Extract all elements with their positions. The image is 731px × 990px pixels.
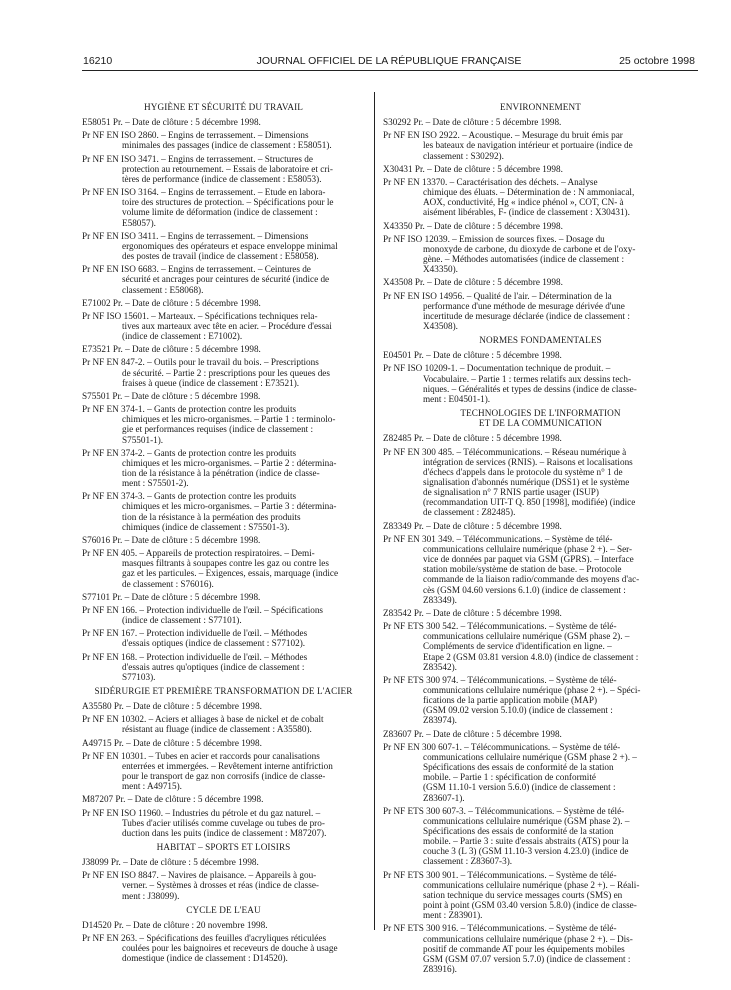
text-line: chimiques et les micro-organismes. – Partie 2 : détermina- [122, 457, 337, 468]
notice-entry [82, 344, 365, 354]
text-line: (GSM 11.10-1 version 5.6.0) (indice de classement : [423, 782, 616, 793]
notice-entry [82, 117, 365, 127]
text-line: monoxyde de carbone, du dioxyde de carbone et de l'oxy- [423, 243, 636, 254]
notice-entry [383, 433, 698, 443]
text-line: ment : Z83901). [423, 910, 483, 921]
text-line: Pr NF EN 847-2. – Outils pour le travail du bois. – Prescriptions [82, 357, 319, 368]
text-line: Pr NF ETS 300 901. – Télécommunications. – Système de télé- [383, 869, 617, 880]
notice-entry [383, 521, 698, 531]
text-line: sation technique du service messages courts (SMS) en [423, 889, 623, 900]
text-line: (recommandation UIT-T Q. 850 [1998], modifiée) (indice [423, 497, 636, 508]
text-line: Z83607-1). [423, 792, 465, 803]
text-line: domestique (indice de classement : D14520). [122, 953, 288, 964]
text-line: tion de la résistance à la pénétration (indice de classe- [122, 468, 320, 478]
text-line: performance d'une méthode de mesurage dérivée d'une [423, 300, 625, 311]
notice-entry [383, 117, 698, 127]
notice-entry [82, 231, 365, 261]
text-line: S77101 Pr. – Date de clôture : 5 décembre 1998. [82, 591, 261, 602]
text-line: chimiques et les micro-organismes. – Partie 3 : détermina- [122, 501, 337, 512]
text-line: Pr NF EN 374-1. – Gants de protection contre les produits [82, 404, 297, 415]
text-line: Pr NF ETS 300 916. – Télécommunications. – Système de télé- [383, 923, 617, 934]
text-line: X43508). [423, 320, 458, 331]
text-line: protection au retournement. – Essais de laboratoire et cri- [122, 163, 333, 174]
text-line: masques filtrants à soupapes contre les gaz ou contre les [122, 558, 329, 569]
text-line: Compléments de service d'identification en ligne. – [423, 641, 612, 652]
notice-entry [383, 923, 698, 974]
notice-entry [383, 363, 698, 404]
text-line: HABITAT – SPORTS ET LOISIRS [156, 842, 291, 852]
text-line: NORMES FONDAMENTALES [479, 335, 602, 346]
notice-entry [383, 221, 698, 231]
text-line: ment : S75501-2). [122, 478, 189, 489]
notice-entry [82, 264, 365, 294]
text-line: tion de la résistance à la perméation des produits [122, 511, 301, 522]
text-line: Pr NF EN 10302. – Aciers et alliages à base de nickel et de cobalt [82, 714, 324, 725]
text-line: Z83542). [423, 661, 457, 672]
text-line: communications cellulaire numérique (phase 2 +). – Ser- [423, 543, 633, 554]
text-line: d'essais optiques (indice de classement : S77102). [122, 638, 306, 649]
text-line: de classement : S76016). [122, 578, 214, 589]
text-line: gène. – Méthodes automatisées (indice de classement : [423, 254, 625, 265]
text-line: (indice de classement : E71002). [122, 331, 243, 342]
text-line: Pr NF EN 13370. – Caractérisation des déchets. – Analyse [383, 176, 598, 187]
text-line: S30292 Pr. – Date de clôture : 5 décembre 1998. [383, 117, 562, 128]
notice-entry [82, 548, 365, 589]
section-heading [82, 842, 365, 852]
text-line: Pr NF EN 405. – Appareils de protection respiratoires. – Demi- [82, 548, 315, 559]
right-column [383, 98, 698, 977]
text-line: Z83542 Pr. – Date de clôture : 5 décembre 1998. [383, 607, 562, 618]
text-line: mobile. – Partie 3 : suite d'essais abstraits (ATS) pour la [423, 836, 629, 847]
text-line: ment : A49715). [122, 781, 182, 792]
notice-entry [82, 808, 365, 838]
notice-entry [383, 177, 698, 218]
text-line: communications cellulaire numérique (GSM phase 2). – [423, 631, 630, 642]
text-line: sécurité et ancrages pour ceintures de sécurité (indice de [122, 274, 330, 285]
text-line: tères de performance (indice de classement : E58053). [122, 173, 322, 184]
text-line: niques. – Généralités et types de dessins (indice de classe- [423, 383, 637, 394]
text-line: minimales des passages (indice de classement : E58051). [122, 140, 332, 151]
text-line: D14520 Pr. – Date de clôture : 20 novembre 1998. [82, 919, 268, 930]
notice-entry [82, 628, 365, 648]
text-line: Spécifications des essais de conformité de la station [423, 826, 614, 836]
notice-entry [383, 621, 698, 672]
notice-entry [82, 652, 365, 682]
text-line: TECHNOLOGIES DE L'INFORMATION [460, 408, 621, 419]
text-line: pour le transport de gaz non corrosifs (indice de classe- [122, 771, 326, 782]
text-line: volume limite de déformation (indice de classement : [122, 207, 318, 218]
text-line: E58051 Pr. – Date de clôture : 5 décembre 1998. [82, 117, 261, 128]
section-heading [383, 335, 698, 345]
text-line: gaz et les particules. – Exigences, essais, marquage (indice [122, 568, 339, 579]
text-line: de classement : Z82485). [423, 507, 516, 518]
notice-entry [82, 857, 365, 867]
text-line: Pr NF EN ISO 3411. – Engins de terrassement. – Dimensions [82, 230, 309, 241]
text-line: ENVIRONNEMENT [500, 102, 581, 112]
text-line: S76016 Pr. – Date de clôture : 5 décembre 1998. [82, 534, 261, 545]
notice-entry [82, 404, 365, 445]
text-line: S75501 Pr. – Date de clôture : 5 décembre 1998. [82, 390, 261, 401]
issue-date: 25 octobre 1998 [619, 55, 695, 67]
text-line: ment : J38099). [122, 890, 180, 901]
text-line: A49715 Pr. – Date de clôture : 5 décembre 1998. [82, 737, 262, 748]
text-line: ergonomiques des opérateurs et espace enveloppe minimal [122, 240, 338, 251]
text-line: Pr NF ETS 300 974. – Télécommunications. – Système de télé- [383, 674, 617, 685]
text-line: Etape 2 (GSM 03.81 version 4.8.0) (indice de classement : [423, 651, 639, 662]
notice-entry [383, 806, 698, 867]
text-line: Z83349). [423, 594, 457, 605]
column-divider [374, 92, 375, 930]
text-line: Tubes d'acier utilisés comme cuvelage ou tubes de pro- [122, 817, 325, 828]
notice-entry [383, 277, 698, 287]
text-line: cès (GSM 04.60 versions 6.1.0) (indice de classement : [423, 584, 626, 595]
text-line: Pr NF ISO 12039. – Emission de sources fixes. – Dosage du [383, 233, 605, 244]
text-line: chimiques (indice de classement : S75501-3). [122, 521, 290, 532]
text-line: Pr NF EN ISO 8847. – Navires de plaisance. – Appareils à gou- [82, 870, 317, 881]
text-line: résistant au fluage (indice de classement : A35580). [122, 724, 312, 735]
text-line: Pr NF EN ISO 6683. – Engins de terrassement. – Ceintures de [82, 264, 311, 275]
text-line: Pr NF ISO 15601. – Marteaux. – Spécifications techniques rela- [82, 310, 318, 321]
text-line: Pr NF ISO 10209-1. – Documentation technique de produit. – [383, 363, 611, 374]
notice-entry [82, 448, 365, 489]
header-rule [82, 70, 698, 71]
text-line: duction dans les puits (indice de classement : M87207). [122, 827, 327, 838]
text-line: Vocabulaire. – Partie 1 : termes relatifs aux dessins tech- [423, 373, 632, 384]
text-line: de signalisation n° 7 RNIS partie usager (ISUP) [423, 487, 599, 498]
text-line: verner. – Systèmes à drosses et réas (indice de classe- [122, 880, 319, 891]
text-line: Z83916). [423, 964, 457, 975]
text-line: E58057). [122, 217, 156, 228]
notice-entry [383, 870, 698, 921]
section-heading [82, 686, 365, 696]
text-line: ET DE LA COMMUNICATION [478, 418, 603, 429]
text-line: Pr NF ETS 300 607-3. – Télécommunications. – Système de télé- [383, 805, 625, 816]
text-line: des postes de travail (indice de classement : E58058). [122, 251, 319, 262]
text-line: gie et performances requises (indice de classement : [122, 424, 314, 435]
text-line: Pr NF EN 374-2. – Gants de protection contre les produits [82, 447, 297, 458]
notice-entry [82, 714, 365, 734]
text-line: A35580 Pr. – Date de clôture : 5 décembre 1998. [82, 701, 262, 712]
notice-entry [82, 701, 365, 711]
notice-entry [383, 234, 698, 275]
notice-entry [82, 187, 365, 228]
text-line: fraises à queue (indice de classement : E73521). [122, 377, 300, 388]
notice-entry [383, 675, 698, 726]
journal-title: JOURNAL OFFICIEL DE LA RÉPUBLIQUE FRANÇAISE [256, 55, 522, 67]
text-line: aisément libérables, F- (indice de classement : X30431). [423, 207, 630, 218]
text-line: Pr NF EN 10301. – Tubes en acier et raccords pour canalisations [82, 750, 320, 761]
text-line: communications cellulaire numérique (GSM phase 2 +). – [423, 751, 637, 762]
section-heading [383, 102, 698, 112]
text-line: Pr NF EN 300 485. – Télécommunications. – Réseau numérique à [383, 446, 627, 457]
text-line: E71002 Pr. – Date de clôture : 5 décembre 1998. [82, 297, 261, 308]
text-line: Pr NF EN 166. – Protection individuelle de l'œil. – Spécifications [82, 604, 324, 615]
text-line: signalisation d'abonnés numérique (DSS1) et le système [423, 477, 630, 487]
text-line: les bateaux de navigation intérieur et portuaire (indice de [423, 140, 633, 151]
notice-entry [383, 130, 698, 160]
text-line: communications cellulaire numérique (phase 2 +). – Réali- [423, 879, 640, 890]
notice-entry [383, 729, 698, 739]
text-line: X43350). [423, 264, 458, 275]
section-heading [82, 102, 365, 112]
text-line: Z83607 Pr. – Date de clôture : 5 décembre 1998. [383, 728, 562, 739]
text-line: commande de la liaison radio/commande des moyens d'ac- [423, 574, 640, 585]
text-line: incertitude de mesurage déclarée (indice de classement : [423, 310, 630, 321]
text-line: Pr NF EN ISO 3471. – Engins de terrassement. – Structures de [82, 153, 313, 164]
text-line: station mobile/système de station de base. – Protocole [423, 564, 622, 575]
notice-entry [383, 534, 698, 605]
text-line: S75501-1). [122, 434, 164, 445]
text-line: communications cellulaire numérique (GSM phase 2). – [423, 815, 630, 826]
notice-entry [82, 491, 365, 532]
text-line: coulées pour les baignoires et receveurs de douche à usage [122, 943, 338, 954]
notice-entry [82, 794, 365, 804]
text-line: d'échecs d'appels dans le protocole du système n° 1 de [423, 466, 623, 477]
notice-entry [82, 357, 365, 387]
text-line: Pr NF EN 168. – Protection individuelle de l'œil. – Méthodes [82, 651, 308, 662]
text-line: Pr NF ETS 300 542. – Télécommunications. – Système de télé- [383, 621, 617, 632]
text-line: Pr NF EN 301 349. – Télécommunications. – Système de télé- [383, 533, 613, 544]
text-line: HYGIÈNE ET SÉCURITÉ DU TRAVAIL [143, 102, 303, 112]
notice-entry [383, 164, 698, 174]
text-line: CYCLE DE L'EAU [186, 904, 261, 915]
text-line: (GSM 09.02 version 5.10.0) (indice de classement : [423, 705, 613, 716]
notice-entry [82, 605, 365, 625]
text-line: S77103). [122, 671, 156, 682]
text-line: (indice de classement : S77101). [122, 615, 242, 626]
text-line: Spécifications des essais de conformité de la station [423, 762, 614, 773]
text-line: classement : Z83607-3). [423, 856, 513, 867]
page-number: 16210 [83, 55, 113, 67]
left-column [82, 98, 365, 967]
text-line: communications cellulaire numérique (phase 2 +). – Dis- [423, 933, 633, 944]
text-line: point à point (GSM 03.40 version 5.8.0) (indice de classe- [423, 900, 637, 911]
text-line: Pr NF EN ISO 11960. – Industries du pétrole et du gaz naturel. – [82, 807, 321, 818]
text-line: Pr NF EN ISO 2860. – Engins de terrassement. – Dimensions [82, 130, 309, 141]
text-line: J38099 Pr. – Date de clôture : 5 décembre 1998. [82, 857, 259, 868]
notice-entry [383, 742, 698, 803]
section-heading [82, 905, 365, 915]
text-line: Z83974). [423, 715, 457, 726]
text-line: d'essais autres qu'optiques (indice de classement : [122, 661, 305, 672]
text-line: Pr NF EN 374-3. – Gants de protection contre les produits [82, 491, 297, 502]
text-line: E04501 Pr. – Date de clôture : 5 décembre 1998. [383, 350, 562, 361]
text-line: enterrées et immergées. – Revêtement interne antifriction [122, 760, 333, 771]
text-line: Pr NF EN ISO 14956. – Qualité de l'air. – Détermination de la [383, 290, 612, 301]
notice-entry [383, 447, 698, 518]
notice-entry [82, 738, 365, 748]
text-line: SIDÉRURGIE ET PREMIÈRE TRANSFORMATION DE L'ACIER [94, 685, 353, 696]
text-line: X30431 Pr. – Date de clôture : 5 décembre 1998. [383, 163, 563, 174]
text-line: vice de données par paquet via GSM (GPRS). – Interface [423, 554, 634, 565]
notice-entry [82, 920, 365, 930]
notice-entry [82, 391, 365, 401]
text-line: chimiques et les micro-organismes. – Partie 1 : terminolo- [122, 414, 336, 425]
notice-entry [82, 298, 365, 308]
notice-entry [82, 592, 365, 602]
text-line: ment : E04501-1). [423, 393, 491, 404]
page-header [83, 55, 695, 69]
text-line: Pr NF EN 167. – Protection individuelle de l'œil. – Méthodes [82, 628, 308, 639]
text-line: M87207 Pr. – Date de clôture : 5 décembre 1998. [82, 794, 264, 805]
text-line: E73521 Pr. – Date de clôture : 5 décembre 1998. [82, 344, 261, 355]
text-line: Pr NF EN ISO 3164. – Engins de terrassement. – Etude en labora- [82, 187, 326, 198]
text-line: toire des structures de protection. – Spécifications pour le [122, 197, 334, 208]
notice-entry [82, 154, 365, 184]
text-line: Pr NF EN 300 607-1. – Télécommunications. – Système de télé- [383, 741, 621, 752]
notice-entry [82, 751, 365, 792]
notice-entry [82, 933, 365, 963]
text-line: fications de la partie application mobile (MAP) [423, 695, 598, 706]
section-heading [383, 408, 698, 428]
notice-entry [383, 608, 698, 618]
text-line: communications cellulaire numérique (phase 2 +). – Spéci- [423, 684, 641, 695]
text-line: de sécurité. – Partie 2 : prescriptions pour les queues des [122, 367, 330, 378]
text-line: couche 3 (L 3) (GSM 11.10-3 version 4.23.0) (indice de [423, 846, 629, 857]
text-line: X43508 Pr. – Date de clôture : 5 décembre 1998. [383, 277, 563, 288]
text-line: Z82485 Pr. – Date de clôture : 5 décembre 1998. [383, 433, 562, 444]
text-line: AOX, conductivité, Hg « indice phénol », COT, CN- à [423, 197, 624, 208]
text-line: tives aux marteaux avec tête en acier. – Procédure d'essai [122, 320, 332, 331]
notice-entry [82, 870, 365, 900]
text-line: mobile. – Partie 1 : spécification de conformité [423, 772, 596, 783]
notice-entry [82, 311, 365, 341]
text-line: chimique des éluats. – Détermination de : N ammoniacal, [423, 187, 635, 198]
notice-entry [383, 291, 698, 332]
text-line: positif de commande AT pour les équipements mobiles [423, 943, 625, 954]
text-line: Z83349 Pr. – Date de clôture : 5 décembre 1998. [383, 520, 562, 531]
notice-entry [383, 350, 698, 360]
text-line: intégration de services (RNIS). – Raisons et localisations [423, 456, 633, 467]
notice-entry [82, 535, 365, 545]
text-line: Pr NF EN 263. – Spécifications des feuilles d'acryliques réticulées [82, 933, 327, 944]
text-line: GSM (GSM 07.07 version 5.7.0) (indice de classement : [423, 953, 631, 964]
text-line: X43350 Pr. – Date de clôture : 5 décembre 1998. [383, 220, 563, 231]
notice-entry [82, 130, 365, 150]
text-line: classement : E58068). [122, 284, 204, 295]
text-line: classement : S30292). [423, 150, 504, 161]
text-line: Pr NF EN ISO 2922. – Acoustique. – Mesurage du bruit émis par [383, 130, 623, 141]
